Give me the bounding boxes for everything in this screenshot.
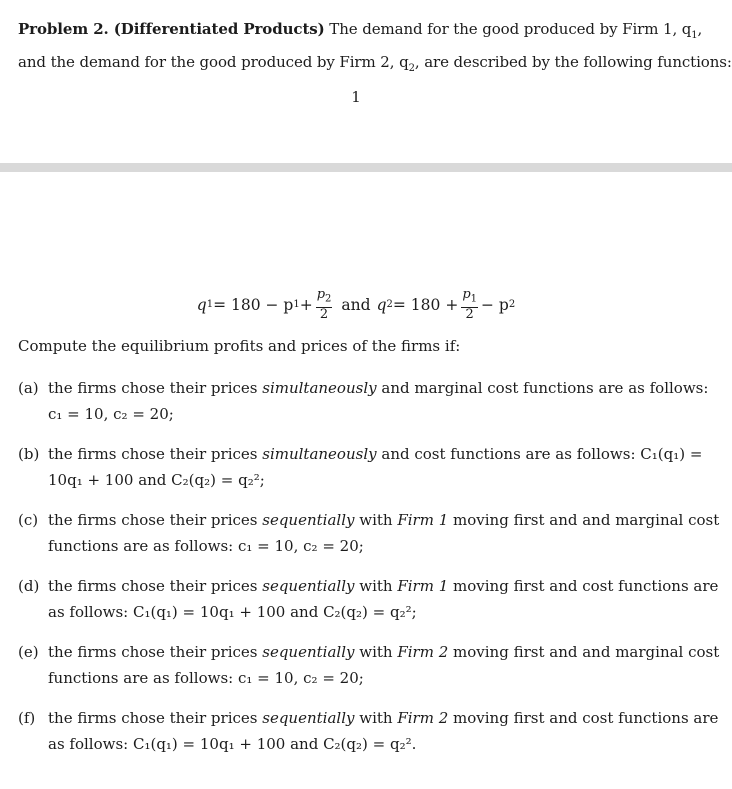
intro-line-1: Problem 2. (Differentiated Products) The demand for the good produced by Firm 1, $q_1$, <box>18 20 703 41</box>
page-number: 1 <box>351 88 361 106</box>
intro-line-2: and the demand for the good produced by Firm 2, $q_2$, are described by the following functions: <box>18 53 732 74</box>
fraction-p1-over-2: $\frac{p_1}{2}$ <box>462 287 478 322</box>
problem-intro <box>18 16 732 82</box>
demand-equations: q 1 = 180 − p 1 + $\frac{p_2}{2}$ and q 2 = 180 + $\frac{p_1}{2}$ − p 2 <box>196 287 516 322</box>
part-a: (a) the firms chose their prices simultaneously and marginal cost functions are as follows: c₁ = 10, c₂ = 20; <box>18 379 709 423</box>
page-divider <box>0 163 732 172</box>
part-e: (e) the firms chose their prices sequentially with Firm 2 moving first and and marginal cost functions are as follows: c₁ = 10, c₂ = 20; <box>18 643 720 687</box>
page-top <box>0 0 732 163</box>
part-b: (b) the firms chose their prices simultaneously and cost functions are as follows: C₁(q₁) = 10q₁ + 100 and C₂(q₂) = q₂²; <box>18 445 703 489</box>
part-d: (d) the firms chose their prices sequentially with Firm 1 moving first and cost functions are as follows: C₁(q₁) = 10q₁ + 100 and C₂(q₂) = q₂²; <box>18 577 719 621</box>
part-c: (c) the firms chose their prices sequentially with Firm 1 moving first and and marginal cost functions are as follows: c₁ = 10, c₂ = 20; <box>18 511 720 555</box>
question-parts <box>18 375 720 771</box>
question-prompt: Compute the equilibrium profits and prices of the firms if: <box>18 337 461 355</box>
part-f: (f) the firms chose their prices sequentially with Firm 2 moving first and cost functions are as follows: C₁(q₁) = 10q₁ + 100 and C₂(q₂) = q₂². <box>18 709 719 753</box>
fraction-p2-over-2: $\frac{p_2}{2}$ <box>316 287 332 322</box>
problem-heading: Problem 2. (Differentiated Products) <box>18 20 325 38</box>
